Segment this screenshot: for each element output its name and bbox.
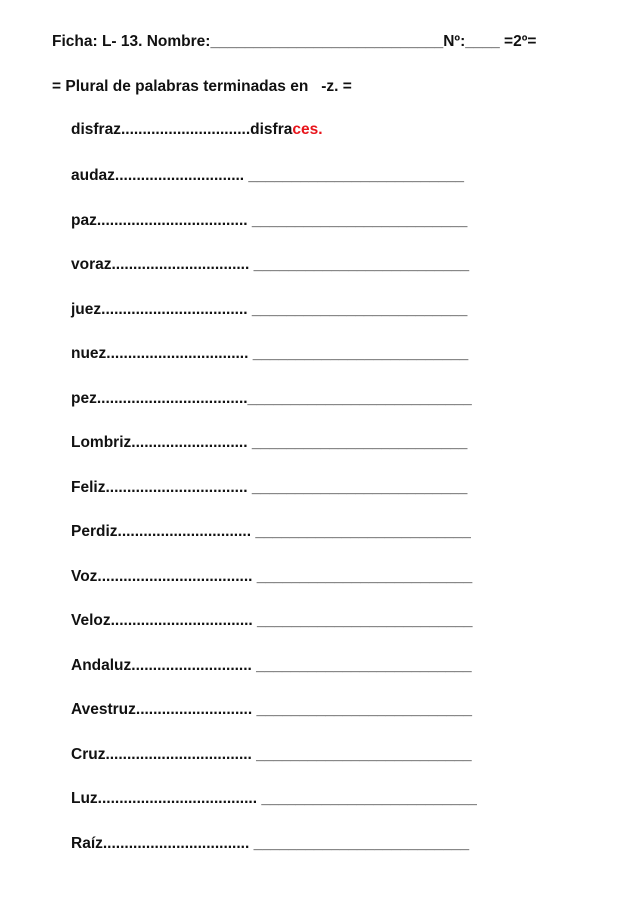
exercise-row: voraz................................ _________________________	[71, 256, 470, 273]
example-plural-ending: ces.	[292, 121, 323, 138]
exercise-row: Avestruz........................... _________________________	[71, 701, 472, 718]
exercise-row: Raíz.................................. _________________________	[71, 835, 470, 852]
exercise-row: Andaluz............................ _________________________	[71, 657, 472, 674]
exercise-row: Voz.................................... _________________________	[71, 568, 473, 585]
exercise-row: Veloz................................. _________________________	[71, 612, 473, 629]
worksheet-subtitle: = Plural de palabras terminadas en -z. =	[52, 78, 352, 95]
worksheet-header: Ficha: L- 13. Nombre:___________________________Nº:____ =2º=	[52, 33, 537, 50]
exercise-row: Perdiz............................... _________________________	[71, 523, 471, 540]
example-word: disfraz..............................disfra	[71, 121, 293, 138]
example-row	[71, 121, 323, 139]
exercise-row: nuez................................. _________________________	[71, 345, 469, 362]
exercise-row: juez.................................. _________________________	[71, 301, 468, 318]
exercise-row: audaz.............................. _________________________	[71, 167, 464, 184]
exercise-row: Feliz................................. _________________________	[71, 479, 468, 496]
exercise-row: paz................................... _________________________	[71, 212, 468, 229]
exercise-row: pez...................................__________________________	[71, 390, 472, 407]
exercise-row: Lombriz........................... _________________________	[71, 434, 468, 451]
exercise-row: Luz..................................... _________________________	[71, 790, 477, 807]
exercise-row: Cruz.................................. _________________________	[71, 746, 472, 763]
